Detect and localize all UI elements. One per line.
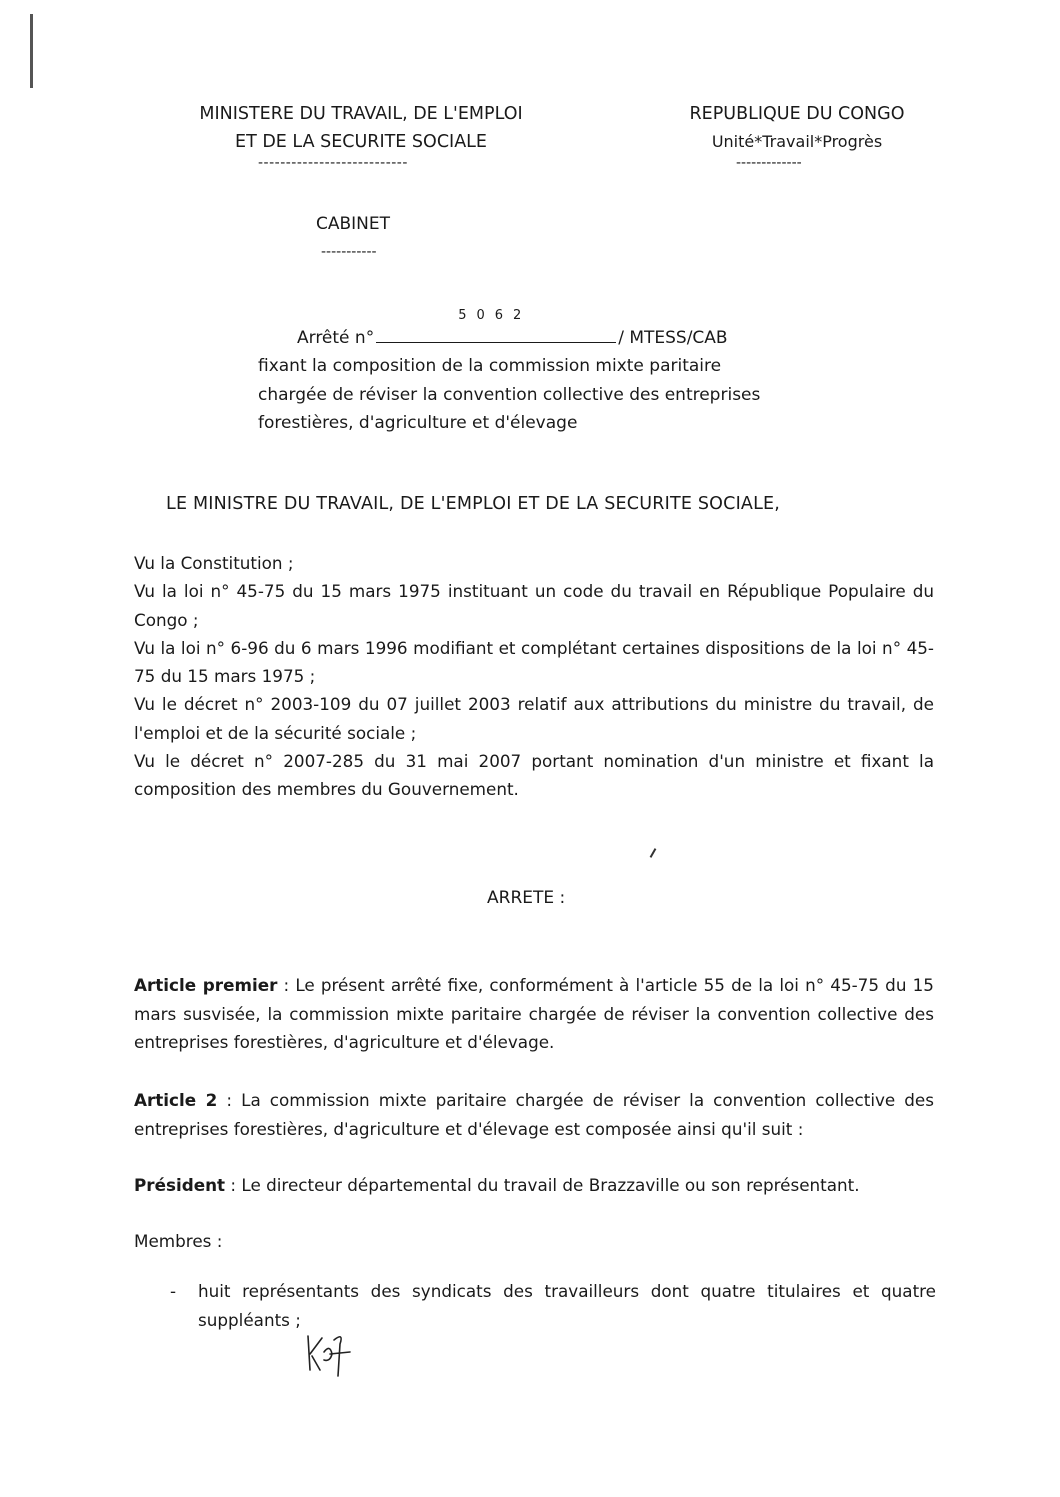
scan-edge-mark <box>30 14 33 88</box>
decree-number: 5062 <box>458 308 532 323</box>
visas-list <box>134 549 934 804</box>
republic-motto: Unité*Travail*Progrès <box>711 132 883 151</box>
article-1 <box>134 971 934 1057</box>
member-item: huit représentants des syndicats des travailleurs dont quatre titulaires et quatre suppléants ; <box>198 1281 936 1330</box>
visa-item: Vu la loi n° 45-75 du 15 mars 1975 instituant un code du travail en République Populaire du Congo ; <box>134 581 934 630</box>
visa-item: Vu la loi n° 6-96 du 6 mars 1996 modifiant et complétant certaines dispositions de la loi n° 45-75 du 15 mars 1975 ; <box>134 637 934 687</box>
decree-suffix: / MTESS/CAB <box>618 328 728 348</box>
visa-item: Vu le décret n° 2007-285 du 31 mai 2007 portant nomination d'un ministre et fixant la composition des membres du Gouvernement. <box>134 751 934 800</box>
member-bullet: - <box>170 1281 177 1301</box>
president-line <box>134 1171 934 1200</box>
scan-speck <box>650 848 657 858</box>
subject-line-2: chargée de réviser la convention collective des entreprises <box>258 384 761 405</box>
cabinet-rule: ----------- <box>321 244 377 260</box>
decree-number-blank <box>376 308 616 343</box>
republic-rule: ------------- <box>736 155 802 171</box>
members-heading: Membres : <box>134 1231 223 1251</box>
minister-heading: LE MINISTRE DU TRAVAIL, DE L'EMPLOI ET DE LA SECURITE SOCIALE, <box>166 494 781 514</box>
article-2 <box>134 1086 934 1143</box>
article-1-label: Article premier <box>134 975 278 995</box>
decree-prefix: Arrêté n° <box>297 328 375 348</box>
decree-number-line <box>297 308 728 348</box>
subject-line-1: fixant la composition de la commission mixte paritaire <box>258 356 722 376</box>
ministry-header <box>165 100 557 156</box>
handwritten-initials <box>300 1330 360 1385</box>
president-text: : Le directeur départemental du travail de Brazzaville ou son représentant. <box>225 1175 860 1195</box>
cabinet-label: CABINET <box>316 214 391 234</box>
arrete-title: ARRETE : <box>487 888 566 908</box>
article-2-label: Article 2 <box>134 1090 218 1110</box>
republic-header <box>660 100 934 156</box>
ministry-line-2: ET DE LA SECURITE SOCIALE <box>235 132 487 152</box>
visa-item: Vu la Constitution ; <box>134 553 294 573</box>
article-1-text: : Le présent arrêté fixe, conformément à l'article 55 de la loi n° 45-75 du 15 mars susvisée, la commission mixte paritaire chargée de réviser la convention collective des entreprises forestières, d'agriculture et d'élevage. <box>134 975 934 1052</box>
article-2-text: : La commission mixte paritaire chargée de réviser la convention collective des entreprises forestières, d'agriculture et d'élevage est composée ainsi qu'il suit : <box>134 1090 935 1139</box>
visa-item: Vu le décret n° 2003-109 du 07 juillet 2003 relatif aux attributions du ministre du travail, de l'emploi et de la sécurité sociale ; <box>134 694 934 743</box>
subject-line-3: forestières, d'agriculture et d'élevage <box>258 413 578 433</box>
ministry-rule: --------------------------- <box>258 155 408 171</box>
decree-subject <box>258 352 760 438</box>
ministry-line-1: MINISTERE DU TRAVAIL, DE L'EMPLOI <box>199 104 523 124</box>
republic-name: REPUBLIQUE DU CONGO <box>689 104 905 124</box>
president-label: Président <box>134 1175 226 1195</box>
